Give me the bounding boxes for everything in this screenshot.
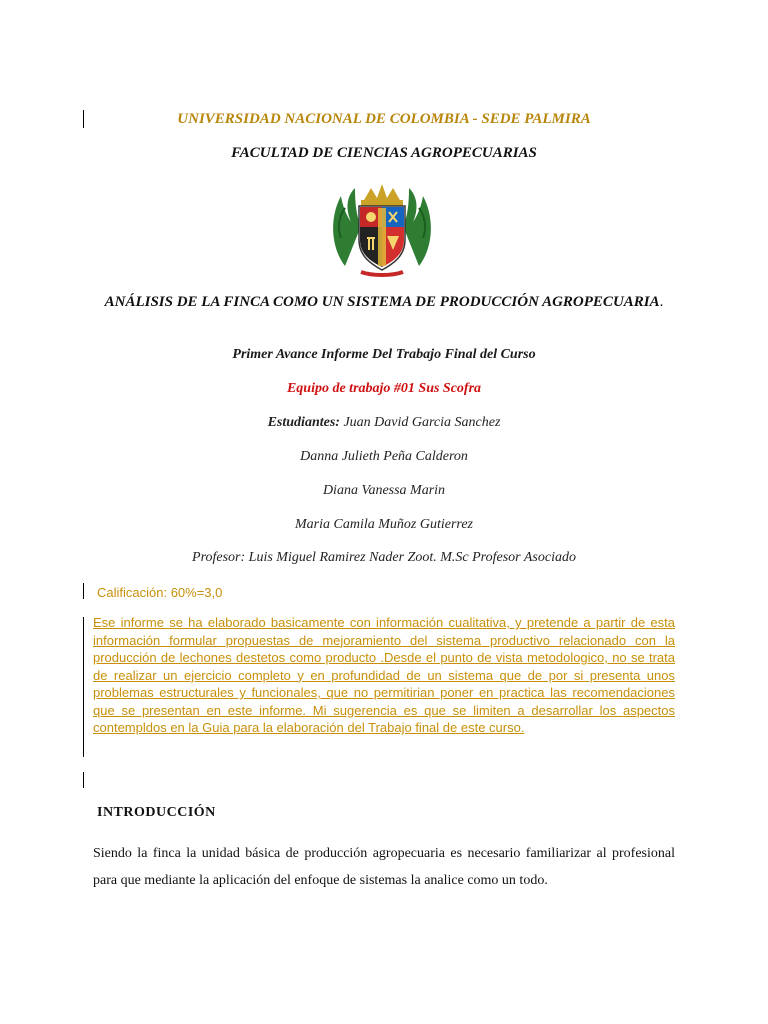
- document-title-period: .: [659, 294, 664, 310]
- university-name: UNIVERSIDAD NACIONAL DE COLOMBIA - SEDE PALMIRA: [177, 111, 591, 127]
- grade-annotation: Calificación: 60%=3,0: [97, 585, 223, 600]
- document-title-text: ANÁLISIS DE LA FINCA COMO UN SISTEMA DE PRODUCCIÓN AGROPECUARIA: [104, 294, 660, 310]
- student-line-1: [0, 415, 768, 431]
- document-subtitle: Primer Avance Informe Del Trabajo Final del Curso: [232, 347, 536, 362]
- change-bar-grade: [83, 583, 84, 599]
- change-bar-comment: [83, 617, 84, 757]
- student-name: Juan David Garcia Sanchez: [343, 415, 501, 430]
- faculty-name: FACULTAD DE CIENCIAS AGROPECUARIAS: [231, 145, 537, 161]
- change-bar-bottom: [83, 772, 84, 788]
- student-name: Diana Vanessa Marin: [322, 483, 446, 498]
- students-label: Estudiantes:: [267, 415, 340, 430]
- team-name: Equipo de trabajo #01 Sus Scofra: [286, 381, 482, 396]
- reviewer-comment: Ese informe se ha elaborado basicamente con información cualitativa, y pretende a partir de esta información formular propuestas de mejoramiento del sistema productivo relacionado con la producción de lechones destetos como producto .Desde el punto de vista metodologico, no se trata de realizar un ejercicio completo y en profundidad de un sistema que de por si presenta unos problemas estructurales y funcionales, que no permitirian poner en practica las recomendaciones que se presentan en este informe. Mi sugerencia es que se limiten a desarrollar los aspectos contempldos en la Guia para la elaboración del Trabajo final de este curso.: [93, 615, 675, 735]
- university-crest-icon: [327, 178, 437, 278]
- introduction-heading: INTRODUCCIÓN: [97, 805, 216, 820]
- student-name: Danna Julieth Peña Calderon: [300, 449, 468, 464]
- professor-line: Profesor: Luis Miguel Ramirez Nader Zoot. M.Sc Profesor Asociado: [192, 550, 576, 565]
- student-name: Maria Camila Muñoz Gutierrez: [295, 517, 473, 532]
- introduction-body: Siendo la finca la unidad básica de producción agropecuaria es necesario familiarizar al profesional para que mediante la aplicación del enfoque de sistemas la analice como un todo.: [93, 846, 675, 888]
- document-title: [0, 293, 768, 311]
